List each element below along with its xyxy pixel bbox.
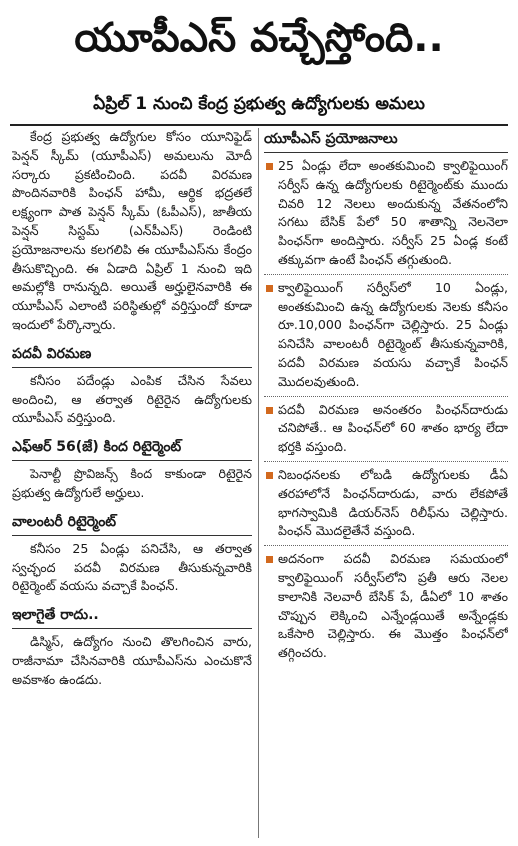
square-bullet-icon	[266, 285, 273, 292]
section-heading-retirement: పదవీ విరమణ	[12, 345, 252, 368]
subheadline: ఏప్రిల్‌ 1 నుంచి కేంద్ర ప్రభుత్వ ఉద్యోగులకు అమలు	[93, 94, 425, 114]
column-divider	[258, 128, 259, 838]
benefit-item	[264, 279, 508, 397]
benefit-item	[264, 466, 508, 546]
section-body-fr56j: పెనాల్టీ ప్రొవిజన్స్‌ కింద కాకుండా రిటైరైన ప్రభుత్వ ఉద్యోగులే అర్హులు.	[12, 466, 252, 500]
section-body-retirement: కనీసం పదేండ్లు ఎంపిక చేసిన సేవలు అందించి, ఆ తర్వాత రిటైరైన ఉద్యోగులకు యూపీఎస్‌ వర్తిస్తుంది.	[12, 372, 252, 426]
benefit-item	[264, 401, 508, 462]
square-bullet-icon	[266, 556, 273, 563]
benefit-text: పదవీ విరమణ అనంతరం పింఛన్‌దారుడు చనిపోతే.. ఆ పింఛన్‌లో 60 శాతం భార్య లేదా భర్తకి వస్తుంది.	[278, 401, 508, 455]
section-heading-not-eligible: ఇలాగైతే రాదు..	[12, 606, 252, 629]
right-column	[264, 126, 508, 838]
benefit-text: అదనంగా పదవీ విరమణ సమయంలో క్వాలిఫైయింగ్‌ సర్వీస్‌లోని ప్రతీ ఆరు నెలల కాలానికి నెలవారీ బేసిక్‌ పే, డీఏలో 10 శాతం చొప్పున లెక్కించి ఎన్నేండ్లయితే అన్నేండ్లకు ఒకేసారి చెల్లిస్తారు. ఈ మొత్తం పింఛన్‌లో తగ్గించరు.	[278, 551, 508, 661]
square-bullet-icon	[266, 407, 273, 414]
benefit-text: నిబంధనలకు లోబడి ఉద్యోగులకు డీఏ తరహాలోనే పింఛన్‌దారుడు, వారు లేకపోతే భాగస్వామికి డియర్‌నెస్‌ రిలీఫ్‌ను చెల్లిస్తారు. పింఛన్‌ మొదలైతేనే వస్తుంది.	[278, 466, 508, 539]
benefit-text: క్వాలిఫైయింగ్‌ సర్వీస్‌లో 10 ఏండ్లు, అంతకుమించి ఉన్న ఉద్యోగులకు నెలకు కనీసం రూ.10,000 పింఛన్‌గా చెల్లిస్తారు. 25 ఏండ్లు పనిచేసి వాలంటరీ రిటైర్మెంట్‌ తీసుకున్నవారికి, పదవీ విరమణ వయసు వచ్చాకే పింఛన్‌ మొదలవుతుంది.	[278, 279, 508, 389]
benefit-item	[264, 550, 508, 667]
benefit-text: 25 ఏండ్లు లేదా అంతకుమించి క్వాలిఫైయింగ్‌ సర్వీస్‌ ఉన్న ఉద్యోగులకు రిటైర్మెంట్‌కు ముందు చివరి 12 నెలలు అందుకున్న వేతనంలోని సగటు బేసిక్‌ పేలో 50 శాతాన్ని నెలనెలా పింఛన్‌గా అందిస్తారు. సర్వీస్‌ 25 ఏండ్ల కంటే తక్కువగా ఉంటే పింఛన్‌ తగ్గుతుంది.	[278, 158, 508, 267]
section-heading-fr56j: ఎఫ్‌ఆర్‌ 56(జే) కింద రిటైర్మెంట్‌	[12, 438, 252, 461]
headline: యూపీఎస్‌ వచ్చేస్తోంది..	[74, 15, 444, 61]
square-bullet-icon	[266, 163, 273, 170]
section-heading-voluntary: వాలంటరీ రిటైర్మెంట్‌	[12, 513, 252, 536]
section-body-voluntary: కనీసం 25 ఏండ్లు పనిచేసి, ఆ తర్వాత స్వచ్ఛంద పదవీ విరమణ తీసుకున్నవారికి రిటైర్మెంట్‌ వయసు వచ్చాకే పింఛన్‌.	[12, 540, 252, 594]
section-body-not-eligible: డిస్మిస్‌, ఉద్యోగం నుంచి తొలగించిన వారు, రాజీనామా చేసినవారికి యూపీఎస్‌ను ఎంచుకొనే అవకాశం ఉండదు.	[12, 634, 252, 687]
benefits-list	[264, 157, 508, 667]
left-column	[12, 126, 252, 838]
benefit-item	[264, 157, 508, 275]
benefits-heading: యూపీఎస్‌ ప్రయోజనాలు	[264, 130, 508, 153]
square-bullet-icon	[266, 472, 273, 479]
intro-paragraph: కేంద్ర ప్రభుత్వ ఉద్యోగుల కోసం యూనిఫైడ్‌ పెన్షన్‌ స్కీమ్‌ (యూపీఎస్‌) అమలును మోదీ సర్కారు ప్రకటించింది. పదవీ విరమణ పొందినవారికి పింఛన్‌ హామీ, ఆర్థిక భద్రతలే లక్ష్యంగా పాత పెన్షన్‌ స్కీమ్‌ (ఓపీఎస్‌), జాతీయ పెన్షన్‌ సిస్టమ్‌ (ఎన్‌పీఎస్‌) రెండింటి ప్రయోజనాలను కలగలిపి ఈ యూపీఎస్‌ను కేంద్రం తీసుకొచ్చింది. ఈ ఏడాది ఏప్రిల్‌ 1 నుంచి ఇది అమల్లోకి రానున్నది. అయితే అర్హులైనవారికి ఈ యూపీఎస్‌ ఎలాంటి పరిస్థితుల్లో వర్తిస్తుందో కూడా ఇందులో పేర్కొన్నారు.	[12, 129, 252, 332]
